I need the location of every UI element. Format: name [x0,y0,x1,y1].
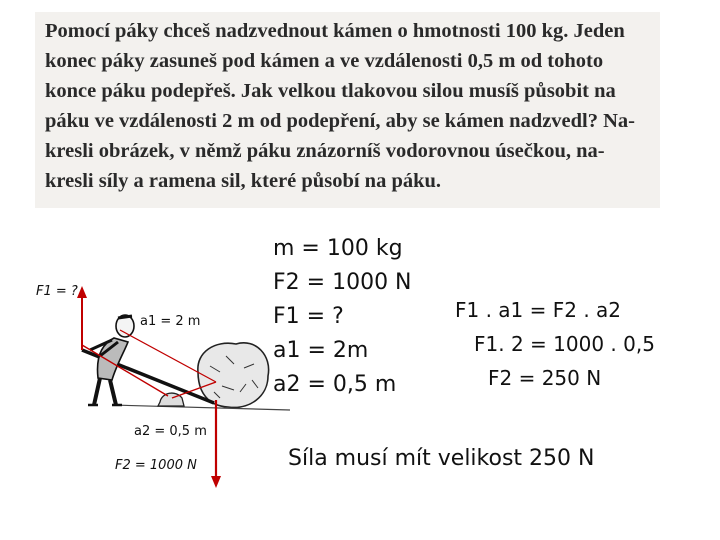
answer-text: Síla musí mít velikost 250 N [288,446,595,471]
equation-substitution: F1. 2 = 1000 . 0,5 [474,332,655,356]
problem-line-5: kresli obrázek, v němž páku znázorníš vodorovnou úsečkou, na- [45,140,605,162]
man-figure [88,315,134,405]
problem-line-3: konce páku podepřeš. Jak velkou tlakovou silou musíš působit na [45,80,616,102]
f2-label: F2 = 1000 N [115,458,197,473]
arm-a1-line [82,345,168,396]
given-f1: F1 = ? [273,304,344,329]
given-a2: a2 = 0,5 m [273,372,397,397]
a2-label: a2 = 0,5 m [134,424,207,439]
a1-label: a1 = 2 m [140,314,201,329]
given-a1: a1 = 2m [273,338,369,363]
given-mass: m = 100 kg [273,236,403,261]
boulder [198,343,269,408]
equation-lever-rule: F1 . a1 = F2 . a2 [455,298,622,322]
problem-line-4: páku ve vzdálenosti 2 m od podepření, aby se kámen nadzvedl? Na- [45,110,636,132]
given-f2: F2 = 1000 N [273,270,412,295]
f1-label: F1 = ? [36,284,78,299]
given-list [273,232,412,402]
problem-line-2: konec páky zasuneš pod kámen a ve vzdálenosti 0,5 m od tohoto [45,50,604,72]
problem-line-6: kresli síly a ramena sil, které působí na páku. [45,170,442,192]
equation-result: F2 = 250 N [488,366,602,390]
problem-line-1: Pomocí páky chceš nadzvednout kámen o hmotnosti 100 kg. Jeden [45,20,625,42]
